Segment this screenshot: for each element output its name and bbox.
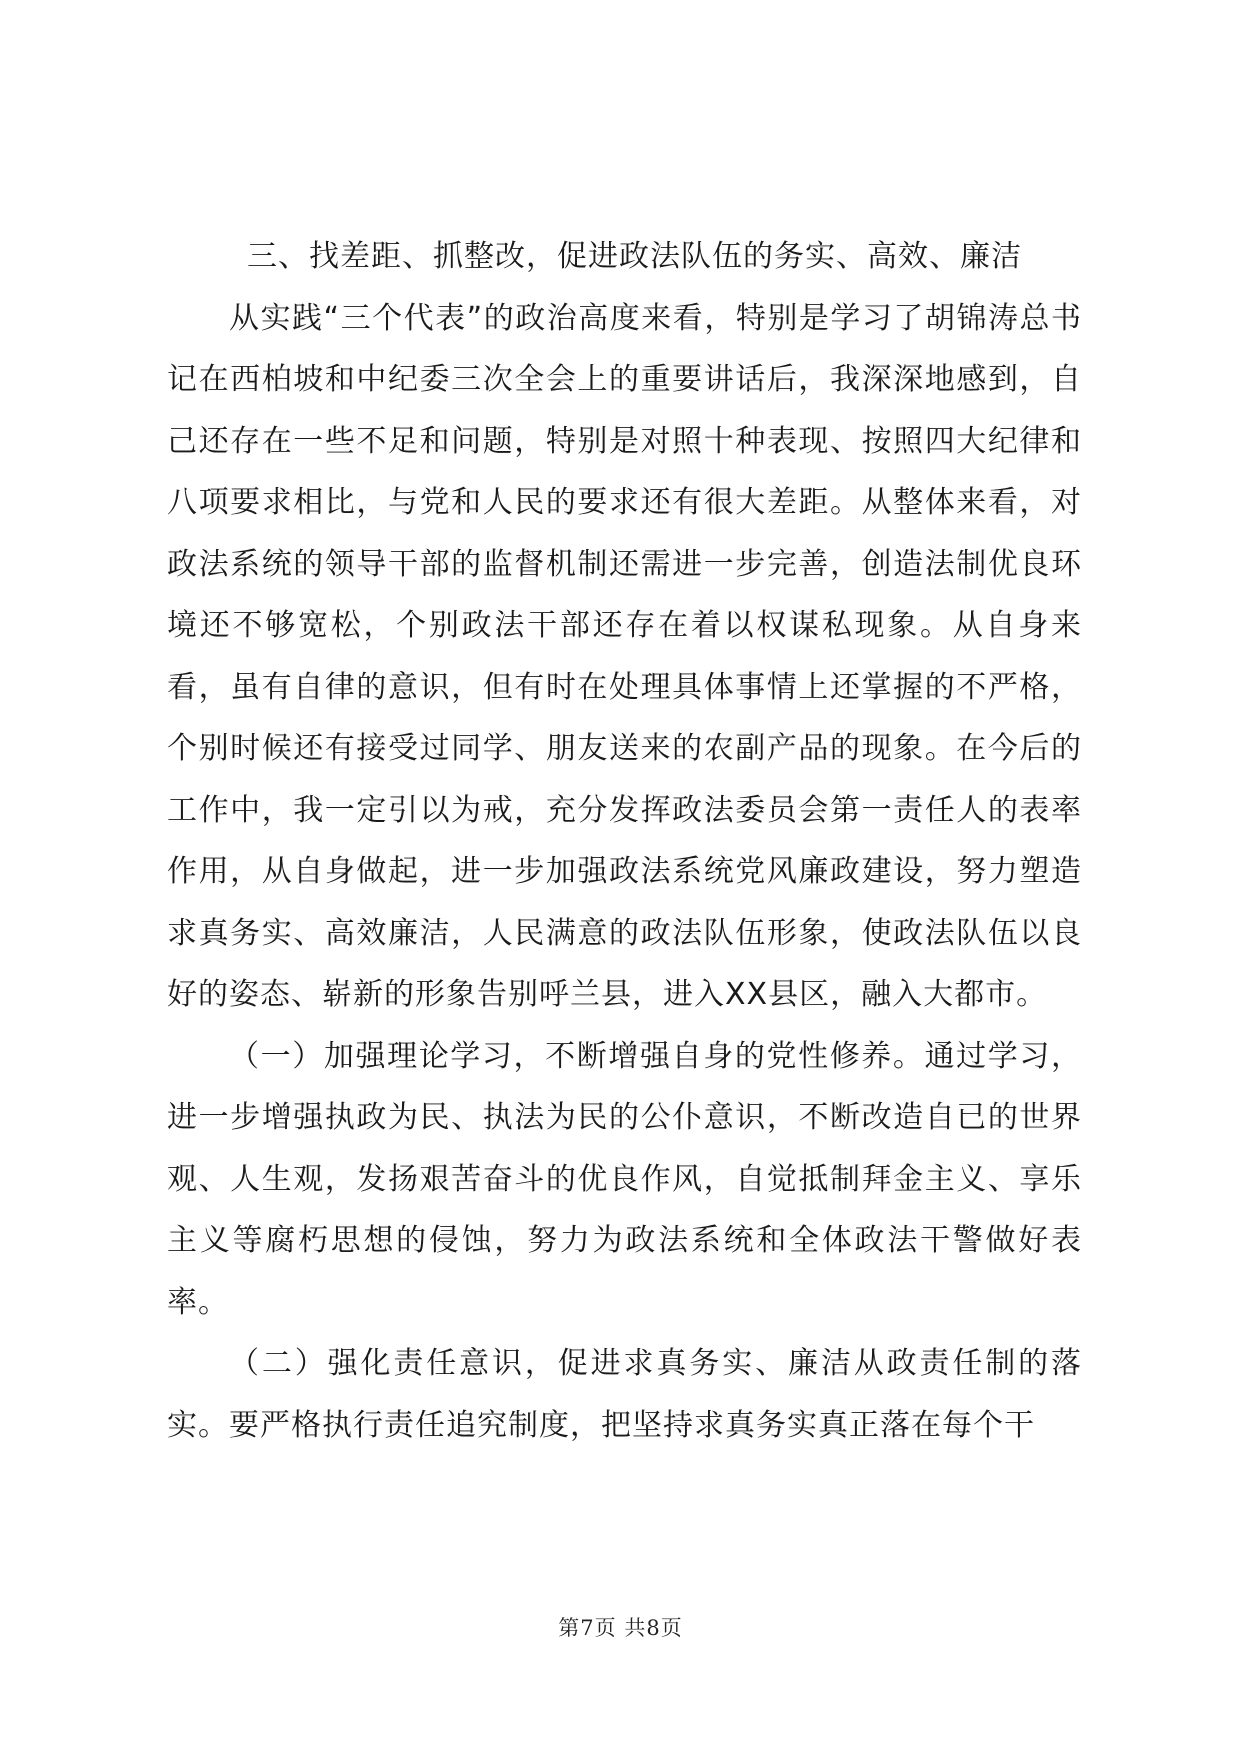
body-paragraph: （二）强化责任意识，促进求真务实、廉洁从政责任制的落实。要严格执行责任追究制度，把坚持求真务实真正落在每个干 bbox=[167, 1346, 1082, 1443]
section-heading: 三、找差距、抓整改，促进政法队伍的务实、高效、廉洁 bbox=[247, 239, 1022, 274]
body-paragraph: 从实践“三个代表”的政治高度来看，特别是学习了胡锦涛总书记在西柏坡和中纪委三次全会上的重要讲话后，我深深地感到，自己还存在一些不足和问题，特别是对照十种表现、按照四大纪律和八项要求相比，与党和人民的要求还有很大差距。从整体来看，对政法系统的领导干部的监督机制还需进一步完善，创造法制优良环境还不够宽松，个别政法干部还存在着以权谋私现象。从自身来看，虽有自律的意识，但有时在处理具体事情上还掌握的不严格，个别时候还有接受过同学、朋友送来的农副产品的现象。在今后的工作中，我一定引以为戒，充分发挥政法委员会第一责任人的表率作用，从自身做起，进一步加强政法系统党风廉政建设，努力塑造求真务实、高效廉洁，人民满意的政法队伍形象，使政法队伍以良好的姿态、崭新的形象告别呼兰县，进入XX县区，融入大都市。 bbox=[167, 300, 1082, 1012]
page-number-footer: 第7页 共8页 bbox=[558, 1616, 683, 1640]
body-paragraph: （一）加强理论学习，不断增强自身的党性修养。通过学习，进一步增强执政为民、执法为民的公仆意识，不断改造自已的世界观、人生观，发扬艰苦奋斗的优良作风，自觉抵制拜金主义、享乐主义等腐朽思想的侵蚀，努力为政法系统和全体政法干警做好表率。 bbox=[167, 1038, 1082, 1320]
document-body bbox=[167, 226, 1082, 1456]
